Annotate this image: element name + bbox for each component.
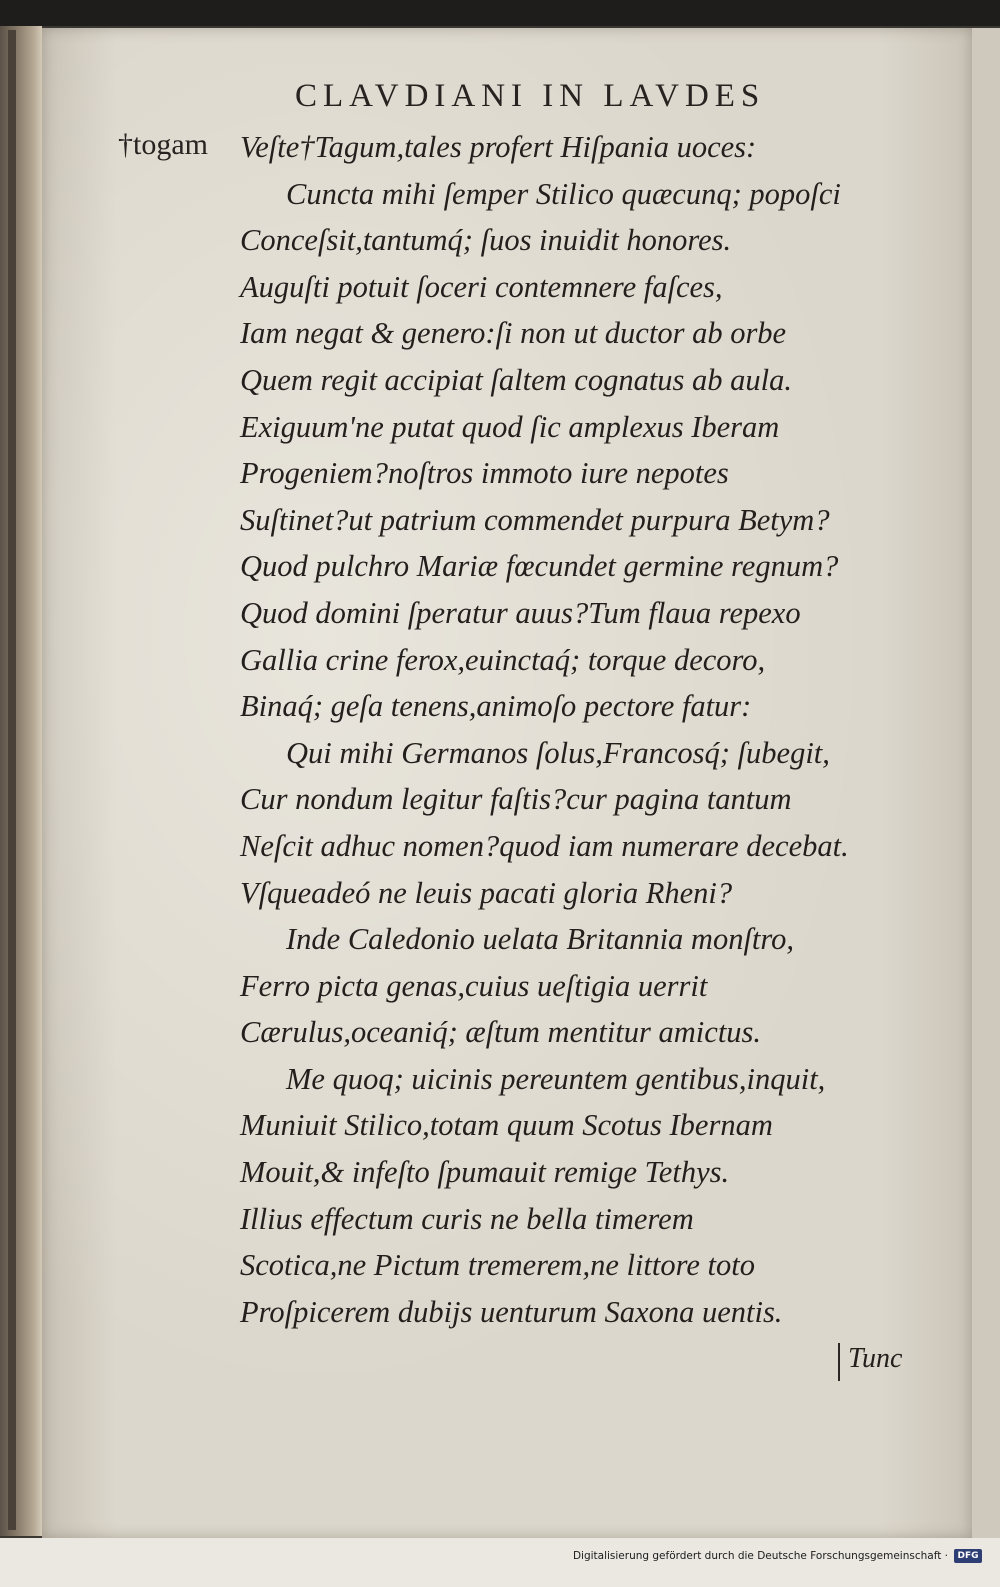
digitization-credit: Digitalisierung gefördert durch die Deutsche Forschungsgemeinschaft · — [572, 1550, 948, 1562]
catchword: Tunc — [838, 1343, 902, 1381]
dfg-logo: DFG — [954, 1549, 982, 1563]
verse-line: Suſtinet?ut patrium commendet purpura Betym? — [240, 502, 830, 537]
verse-line: Auguſti potuit ſoceri contemnere faſces, — [240, 269, 723, 304]
book-cover-edge — [0, 26, 42, 1536]
book-spine-strip — [8, 30, 16, 1530]
verse-line: Vſqueadeó ne leuis pacati gloria Rheni? — [240, 875, 733, 910]
verse-line: Cuncta mihi ſemper Stilico quæcunq; popoſci — [286, 176, 841, 211]
verse-line: Proſpicerem dubijs uenturum Saxona uentis. — [240, 1294, 783, 1329]
verse-list — [240, 124, 900, 1335]
marginal-note: †togam — [118, 128, 208, 161]
verse-line: Quod pulchro Mariæ fœcundet germine regnum? — [240, 549, 839, 584]
verse-line: Quem regit accipiat ſaltem cognatus ab aula. — [240, 362, 793, 397]
verse-line: Cærulus,oceaniq́; æſtum mentitur amictus. — [240, 1015, 762, 1050]
scan-footer-band — [0, 1538, 1000, 1587]
verse-line: Qui mihi Germanos ſolus,Francosq́; ſubegit, — [286, 735, 830, 770]
verse-line: Exiguum'ne putat quod ſic amplexus Iberam — [240, 409, 780, 444]
verse-line: Ferro picta genas,cuius ueſtigia uerrit — [240, 968, 708, 1003]
verse-line: Quod domini ſperatur auus?Tum flaua repexo — [240, 595, 801, 630]
verse-line: Scotica,ne Pictum tremerem,ne littore toto — [240, 1248, 755, 1283]
verse-line: Cur nondum legitur faſtis?cur pagina tantum — [240, 782, 792, 817]
facing-page-edge — [972, 28, 1000, 1538]
verse-line: Progeniem?noſtros immoto iure nepotes — [240, 456, 729, 491]
verse-line: Illius effectum curis ne bella timerem — [240, 1201, 694, 1236]
verse-line: Iam negat & genero:ſi non ut ductor ab orbe — [240, 316, 787, 351]
verse-line: Veſte†Tagum,tales profert Hiſpania uoces: — [240, 130, 757, 164]
scan-top-border — [0, 0, 1000, 26]
verse-line: Muniuit Stilico,totam quum Scotus Ibernam — [240, 1108, 773, 1143]
verse-line: Neſcit adhuc nomen?quod iam numerare decebat. — [240, 828, 849, 863]
verse-line: Inde Caledonio uelata Britannia monſtro, — [286, 922, 795, 957]
running-head: CLAVDIANI IN LAVDES — [295, 78, 766, 114]
verse-line: Binaq́; geſa tenens,animoſo pectore fatur: — [240, 689, 752, 724]
verse-line: Me quoq; uicinis pereuntem gentibus,inquit, — [286, 1061, 826, 1096]
verse-line: Gallia crine ferox,euinctaq́; torque decoro, — [240, 642, 766, 677]
verse-line: Mouit,& infeſto ſpumauit remige Tethys. — [240, 1155, 730, 1190]
verse-line: Conceſsit,tantumq́; ſuos inuidit honores. — [240, 223, 732, 258]
